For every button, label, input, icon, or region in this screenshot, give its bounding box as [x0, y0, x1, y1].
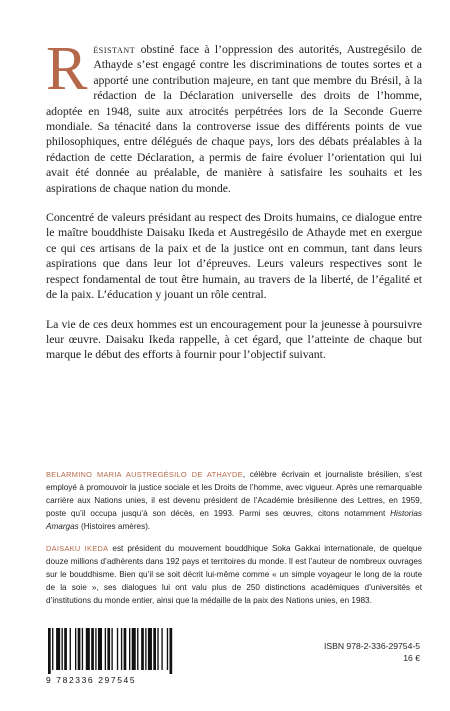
- barcode-bar: [124, 628, 127, 670]
- drop-cap: R: [46, 35, 88, 103]
- bio-athayde-work-title: Historias Amargas: [46, 509, 422, 531]
- barcode-bar: [78, 628, 81, 670]
- author-bios: [46, 468, 422, 616]
- bio-ikeda-text: est président du mouvement bouddhique Soka Gakkai internationale, de quelque douze millions d’adhérents dans 192 pays et territoires du monde. Il est l’auteur de nombreux ouvrages sur le bouddhisme. Bien qu’il se soit décrit lui-même comme « un simple voyageur le long de la route de la soie », ses dialogues lui ont valu plus de 250 distinctions académiques d’universités et d’institutions du monde entier, ainsi que la médaille de la paix des Nations unies, en 1983.: [46, 544, 422, 605]
- barcode-bar: [48, 628, 51, 674]
- barcode-bar: [148, 628, 152, 670]
- barcode-bar: [105, 628, 106, 670]
- barcode-bar: [64, 628, 67, 670]
- barcode-bar: [129, 628, 130, 670]
- barcode-bar: [153, 628, 156, 670]
- isbn-block: [324, 640, 420, 664]
- blurb: [46, 35, 422, 377]
- barcode-bar: [56, 628, 60, 670]
- barcode-bar: [141, 628, 144, 670]
- bio-athayde-text-end: (Histoires amères).: [78, 522, 151, 531]
- blurb-paragraph-3: La vie de ces deux hommes est un encouragement pour la jeunesse à poursuivre leur œuvre. Daisaku Ikeda rappelle, à cet égard, que l’atteinte de chaque but marque le début des efforts à fournir pour l’objectif suivant.: [46, 316, 422, 362]
- barcode-bar: [91, 628, 94, 670]
- price: 16 €: [403, 653, 420, 663]
- blurb-paragraph-2: Concentré de valeurs présidant au respect des Droits humains, ce dialogue entre le maître bouddhiste Daisaku Ikeda et Austregésilo de Athayde met en exergue ce qui ces artisans de la paix et de la justice ont en commun, tant dans leurs aspirations que dans leur lot d’épreuves. Leurs valeurs respectives sont le respect fondamental de tout être humain, au travers de la liberté, de l’égalité et de la paix. L’éducation y jouant un rôle central.: [46, 210, 422, 302]
- barcode-bar: [107, 628, 110, 670]
- barcode-bar: [70, 628, 71, 670]
- barcode-bar: [111, 628, 112, 670]
- lead-word: ésistant: [93, 42, 136, 56]
- barcode-bar: [86, 628, 90, 670]
- barcode: [46, 628, 236, 674]
- barcode-bar: [117, 628, 118, 670]
- barcode-bar: [75, 628, 76, 670]
- bio-athayde: [46, 468, 422, 533]
- barcode-bar: [95, 628, 96, 670]
- barcode-bar: [161, 628, 162, 670]
- blurb-paragraph-1: [46, 35, 422, 196]
- barcode-bar: [137, 628, 138, 670]
- bio-ikeda-name: DAISAKU IKEDA: [46, 544, 109, 553]
- barcode-bar: [170, 628, 173, 674]
- bio-athayde-text: , célèbre écrivain et journaliste brésilien, s’est employé à promouvoir la justice sociale et les Droits de l’homme, avec vigueur. Après une remarquable carrière aux Nations unies, il est devenu président de l’Académie brésilienne des Lettres, en 1959, poste qu’il occupa jusqu’à son décès, en 1993. Parmi ses œuvres, citons notamment: [46, 470, 422, 518]
- barcode-bar: [132, 628, 136, 670]
- barcode-digits: 9 782336 297545: [46, 675, 137, 685]
- bio-athayde-name: BELARMINO MARIA AUSTREGÉSILO DE ATHAYDE: [46, 470, 243, 479]
- barcode-bar: [62, 628, 63, 670]
- barcode-bar: [157, 628, 158, 670]
- blurb-paragraph-1-text: obstiné face à l’oppression des autorités, Austregésilo de Athayde s’est engagé contre les discriminations de toutes sortes et a apporté une contribution majeure, en tant que membre du Brésil, à la rédaction de la Déclaration universelle des droits de l’homme, adoptée en 1948, suite aux atrocités perpétrées lors de la Seconde Guerre mondiale. Sa ténacité dans la controverse issue des différents points de vue philosophiques, entre délégués de chaque pays, lors des débats préalables à la rédaction de cette Déclaration, a permis de faire évoluer l’orientation qui lui avait été donnée au préalable, de manière à satisfaire les souhaits et les aspirations de chaque nation du monde.: [46, 42, 422, 195]
- barcode-bar: [145, 628, 146, 670]
- barcode-bar: [52, 628, 53, 670]
- isbn: ISBN 978-2-336-29754-5: [323, 641, 420, 651]
- barcode-bar: [167, 628, 168, 670]
- bio-ikeda: [46, 542, 422, 607]
- barcode-bar: [98, 628, 102, 670]
- barcode-bar: [121, 628, 122, 670]
- barcode-bar: [82, 628, 83, 670]
- barcode-block: [46, 628, 236, 685]
